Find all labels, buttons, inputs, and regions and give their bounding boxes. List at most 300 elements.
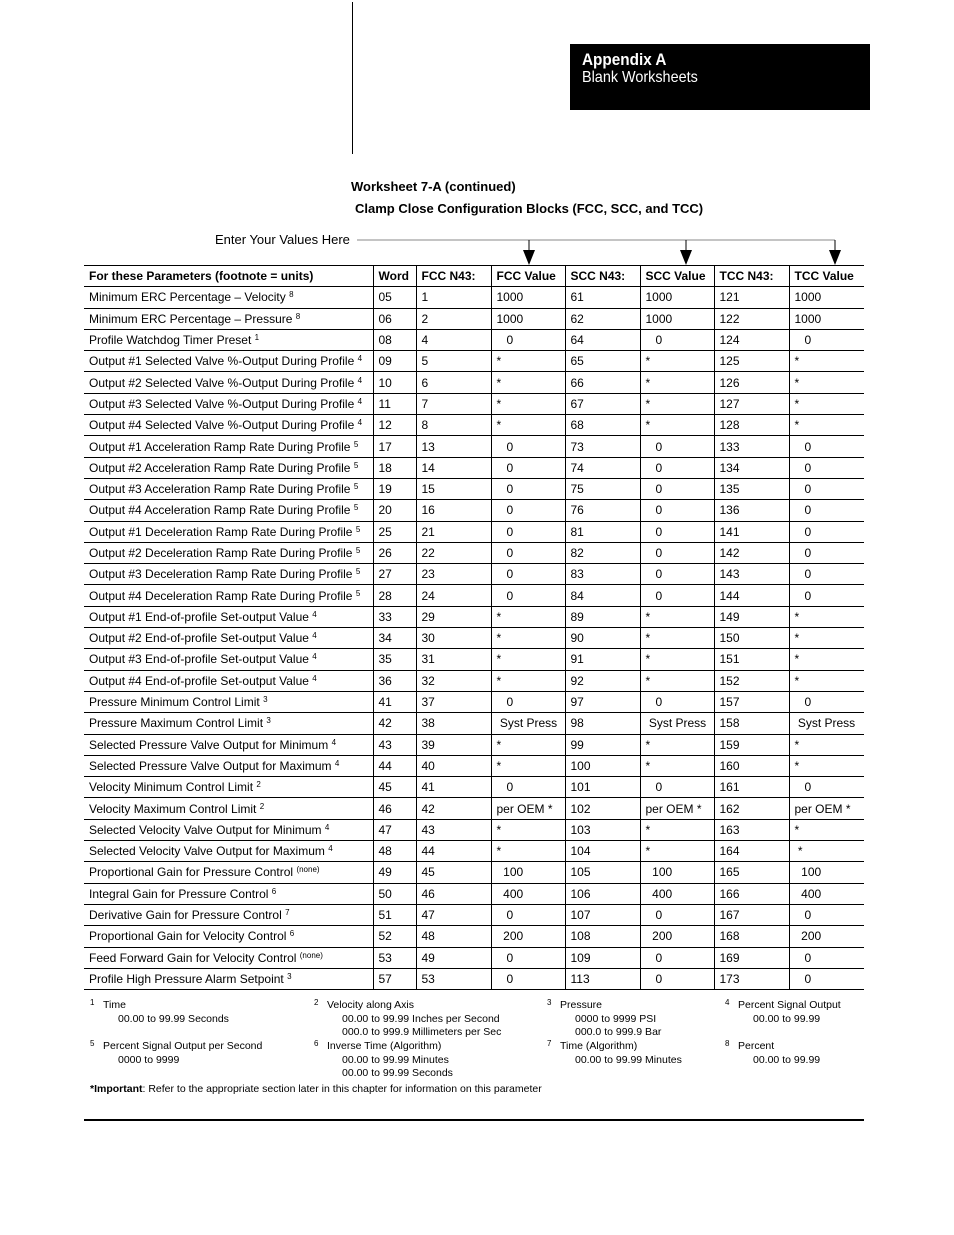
scc-value-cell[interactable]: 0: [640, 500, 714, 521]
fcc-value-cell[interactable]: 0: [491, 457, 565, 478]
parameter-label: Output #4 Acceleration Ramp Rate During Profile: [89, 503, 351, 518]
tcc-n43-cell: 149: [714, 606, 789, 627]
footnote-item: [314, 1040, 453, 1081]
table-row: [84, 606, 864, 627]
footnote-ref: 5: [353, 482, 359, 492]
word-cell: 44: [373, 755, 416, 776]
word-cell: 27: [373, 564, 416, 585]
table-row: [84, 819, 864, 840]
scc-value-cell[interactable]: *: [640, 755, 714, 776]
parameter-cell: [84, 649, 373, 670]
parameter-cell: [84, 521, 373, 542]
scc-n43-cell: 97: [565, 691, 640, 712]
tcc-value-cell[interactable]: *: [789, 351, 864, 372]
fcc-value-cell[interactable]: 1000: [491, 308, 565, 329]
tcc-value-cell[interactable]: 400: [789, 883, 864, 904]
footnote-title: Time (Algorithm): [560, 1040, 638, 1052]
fcc-value-cell[interactable]: 0: [491, 542, 565, 563]
footnote-number: 7: [547, 1039, 552, 1048]
table-row: [84, 542, 864, 563]
important-note: [90, 1083, 542, 1095]
word-cell: 17: [373, 436, 416, 457]
fcc-value-cell[interactable]: 0: [491, 436, 565, 457]
word-cell: 47: [373, 819, 416, 840]
col-header-word: Word: [373, 266, 416, 287]
word-cell: 09: [373, 351, 416, 372]
parameter-cell: [84, 777, 373, 798]
tcc-n43-cell: 159: [714, 734, 789, 755]
tcc-value-cell[interactable]: *: [789, 628, 864, 649]
footnote-ref: 7: [285, 908, 290, 918]
parameter-cell: [84, 713, 373, 734]
table-row: [84, 734, 864, 755]
word-cell: 08: [373, 329, 416, 350]
parameter-cell: [84, 372, 373, 393]
fcc-value-cell[interactable]: 200: [491, 926, 565, 947]
tcc-value-cell[interactable]: 1000: [789, 287, 864, 308]
parameter-cell: [84, 393, 373, 414]
word-cell: 34: [373, 628, 416, 649]
important-text: : Refer to the appropriate section later in this chapter for information on this parameter: [142, 1083, 542, 1095]
scc-value-cell[interactable]: 0: [640, 329, 714, 350]
scc-n43-cell: 100: [565, 755, 640, 776]
word-cell: 57: [373, 968, 416, 989]
footnote-ref: 6: [271, 886, 277, 896]
fcc-value-cell[interactable]: 0: [491, 564, 565, 585]
table-row: [84, 649, 864, 670]
footnote-item: [90, 1040, 262, 1067]
fcc-value-cell[interactable]: *: [491, 649, 565, 670]
parameter-label: Minimum ERC Percentage – Pressure: [89, 311, 293, 326]
parameter-cell: [84, 670, 373, 691]
tcc-value-cell[interactable]: 0: [789, 691, 864, 712]
fcc-n43-cell: 13: [416, 436, 491, 457]
footnote-number: 6: [314, 1039, 319, 1048]
tcc-n43-cell: 122: [714, 308, 789, 329]
scc-value-cell[interactable]: 0: [640, 478, 714, 499]
tcc-n43-cell: 136: [714, 500, 789, 521]
footnote-ref: 5: [353, 460, 359, 470]
fcc-n43-cell: 30: [416, 628, 491, 649]
parameter-label: Output #3 Selected Valve %-Output During Profile: [89, 396, 355, 411]
footnote-title: Velocity along Axis: [327, 999, 414, 1011]
tcc-n43-cell: 143: [714, 564, 789, 585]
footnote-ref: 8: [289, 290, 294, 300]
scc-n43-cell: 73: [565, 436, 640, 457]
value-arrows: [0, 0, 954, 270]
footnote-ref: 5: [355, 524, 361, 534]
table-row: [84, 947, 864, 968]
tcc-n43-cell: 134: [714, 457, 789, 478]
table-row: [84, 862, 864, 883]
fcc-n43-cell: 24: [416, 585, 491, 606]
footnote-ref: 4: [328, 844, 333, 854]
tcc-value-cell[interactable]: *: [789, 670, 864, 691]
footnote-item: [547, 999, 661, 1040]
parameter-label: Output #2 Selected Valve %-Output During Profile: [89, 375, 355, 390]
scc-value-cell[interactable]: *: [640, 628, 714, 649]
fcc-n43-cell: 42: [416, 798, 491, 819]
fcc-n43-cell: 21: [416, 521, 491, 542]
fcc-n43-cell: 2: [416, 308, 491, 329]
col-header-scc-n43: SCC N43:: [565, 266, 640, 287]
footnote-ref: 5: [355, 567, 361, 577]
scc-n43-cell: 89: [565, 606, 640, 627]
footnote-ref: 6: [289, 929, 295, 939]
tcc-value-cell[interactable]: Syst Press: [789, 713, 864, 734]
fcc-value-cell[interactable]: *: [491, 628, 565, 649]
parameter-label: Output #1 Deceleration Ramp Rate During Profile: [89, 524, 353, 539]
tcc-value-cell[interactable]: 0: [789, 904, 864, 925]
fcc-value-cell[interactable]: 0: [491, 585, 565, 606]
scc-value-cell[interactable]: *: [640, 670, 714, 691]
footnote-ref: 3: [287, 971, 292, 981]
scc-value-cell[interactable]: *: [640, 734, 714, 755]
parameter-label: Profile High Pressure Alarm Setpoint: [89, 971, 284, 986]
table-row: [84, 415, 864, 436]
parameter-cell: [84, 500, 373, 521]
tcc-value-cell[interactable]: 0: [789, 521, 864, 542]
scc-n43-cell: 82: [565, 542, 640, 563]
fcc-n43-cell: 39: [416, 734, 491, 755]
fcc-n43-cell: 29: [416, 606, 491, 627]
scc-value-cell[interactable]: *: [640, 351, 714, 372]
fcc-value-cell[interactable]: 0: [491, 947, 565, 968]
scc-n43-cell: 90: [565, 628, 640, 649]
fcc-value-cell[interactable]: 100: [491, 862, 565, 883]
fcc-n43-cell: 45: [416, 862, 491, 883]
fcc-value-cell[interactable]: *: [491, 841, 565, 862]
tcc-value-cell[interactable]: *: [789, 755, 864, 776]
word-cell: 50: [373, 883, 416, 904]
table-row: [84, 500, 864, 521]
scc-n43-cell: 75: [565, 478, 640, 499]
fcc-n43-cell: 46: [416, 883, 491, 904]
fcc-n43-cell: 22: [416, 542, 491, 563]
parameter-cell: [84, 947, 373, 968]
table-row: [84, 883, 864, 904]
tcc-value-cell[interactable]: 0: [789, 436, 864, 457]
footnote-item: [725, 999, 841, 1026]
footnote-ref: 3: [263, 695, 268, 705]
scc-value-cell[interactable]: *: [640, 819, 714, 840]
footnote-ref: (none): [296, 865, 320, 875]
tcc-value-cell[interactable]: *: [789, 393, 864, 414]
scc-value-cell[interactable]: 200: [640, 926, 714, 947]
scc-value-cell[interactable]: *: [640, 649, 714, 670]
parameter-cell: [84, 883, 373, 904]
tcc-value-cell[interactable]: 0: [789, 564, 864, 585]
fcc-n43-cell: 37: [416, 691, 491, 712]
footnote-ref: 4: [312, 631, 317, 641]
scc-n43-cell: 76: [565, 500, 640, 521]
table-row: [84, 926, 864, 947]
footnote-ref: 4: [357, 375, 363, 385]
fcc-value-cell[interactable]: per OEM *: [491, 798, 565, 819]
word-cell: 11: [373, 393, 416, 414]
table-row: [84, 798, 864, 819]
tcc-value-cell[interactable]: 1000: [789, 308, 864, 329]
tcc-n43-cell: 173: [714, 968, 789, 989]
table-row: [84, 628, 864, 649]
scc-value-cell[interactable]: 1000: [640, 287, 714, 308]
table-header-row: [84, 266, 864, 287]
table-row: [84, 713, 864, 734]
scc-value-cell[interactable]: *: [640, 841, 714, 862]
table-row: [84, 372, 864, 393]
tcc-value-cell[interactable]: 0: [789, 542, 864, 563]
scc-n43-cell: 106: [565, 883, 640, 904]
parameter-label: Velocity Maximum Control Limit: [89, 801, 257, 816]
scc-value-cell[interactable]: *: [640, 415, 714, 436]
tcc-n43-cell: 124: [714, 329, 789, 350]
scc-value-cell[interactable]: 0: [640, 585, 714, 606]
parameter-cell: [84, 436, 373, 457]
fcc-value-cell[interactable]: 0: [491, 968, 565, 989]
footnote-number: 8: [725, 1039, 730, 1048]
parameter-cell: [84, 968, 373, 989]
table-row: [84, 308, 864, 329]
scc-value-cell[interactable]: 0: [640, 564, 714, 585]
col-header-fcc-value: FCC Value: [491, 266, 565, 287]
scc-n43-cell: 84: [565, 585, 640, 606]
word-cell: 25: [373, 521, 416, 542]
scc-value-cell[interactable]: per OEM *: [640, 798, 714, 819]
parameter-label: Selected Velocity Valve Output for Minimum: [89, 822, 322, 837]
appendix-title: Appendix A: [582, 50, 667, 69]
fcc-n43-cell: 44: [416, 841, 491, 862]
scc-n43-cell: 74: [565, 457, 640, 478]
parameter-cell: [84, 798, 373, 819]
fcc-value-cell[interactable]: *: [491, 755, 565, 776]
tcc-value-cell[interactable]: *: [789, 606, 864, 627]
fcc-value-cell[interactable]: 0: [491, 777, 565, 798]
tcc-value-cell[interactable]: *: [789, 372, 864, 393]
parameter-cell: [84, 904, 373, 925]
col-header-scc-value: SCC Value: [640, 266, 714, 287]
scc-value-cell[interactable]: 0: [640, 691, 714, 712]
fcc-value-cell[interactable]: *: [491, 351, 565, 372]
tcc-n43-cell: 142: [714, 542, 789, 563]
scc-value-cell[interactable]: Syst Press: [640, 713, 714, 734]
footnote-ref: 2: [259, 801, 265, 811]
word-cell: 06: [373, 308, 416, 329]
fcc-value-cell[interactable]: *: [491, 670, 565, 691]
scc-n43-cell: 102: [565, 798, 640, 819]
tcc-value-cell[interactable]: 0: [789, 500, 864, 521]
fcc-value-cell[interactable]: *: [491, 606, 565, 627]
word-cell: 10: [373, 372, 416, 393]
word-cell: 52: [373, 926, 416, 947]
footnote-range: 00.00 to 99.99 Minutes: [342, 1053, 449, 1066]
tcc-value-cell[interactable]: *: [789, 819, 864, 840]
scc-value-cell[interactable]: 0: [640, 904, 714, 925]
fcc-value-cell[interactable]: 1000: [491, 287, 565, 308]
parameter-label: Integral Gain for Pressure Control: [89, 886, 269, 901]
scc-n43-cell: 103: [565, 819, 640, 840]
parameter-cell: [84, 542, 373, 563]
tcc-value-cell[interactable]: 0: [789, 457, 864, 478]
footnote-range: 00.00 to 99.99 Seconds: [342, 1067, 453, 1079]
footnote-number: 2: [314, 998, 319, 1007]
tcc-value-cell[interactable]: *: [789, 649, 864, 670]
scc-n43-cell: 61: [565, 287, 640, 308]
fcc-n43-cell: 7: [416, 393, 491, 414]
scc-n43-cell: 107: [565, 904, 640, 925]
arrow-down-icon: [523, 250, 535, 265]
fcc-value-cell[interactable]: Syst Press: [491, 713, 565, 734]
fcc-value-cell[interactable]: *: [491, 372, 565, 393]
scc-n43-cell: 91: [565, 649, 640, 670]
word-cell: 51: [373, 904, 416, 925]
footnote-range: 0000 to 9999: [118, 1053, 180, 1066]
parameter-cell: [84, 329, 373, 350]
tcc-value-cell[interactable]: *: [789, 415, 864, 436]
tcc-value-cell[interactable]: per OEM *: [789, 798, 864, 819]
scc-value-cell[interactable]: *: [640, 372, 714, 393]
tcc-value-cell[interactable]: 0: [789, 478, 864, 499]
scc-n43-cell: 98: [565, 713, 640, 734]
parameter-label: Output #1 Acceleration Ramp Rate During Profile: [89, 439, 351, 454]
footnote-ref: 5: [355, 588, 361, 598]
word-cell: 49: [373, 862, 416, 883]
scc-value-cell[interactable]: 0: [640, 542, 714, 563]
word-cell: 43: [373, 734, 416, 755]
parameter-cell: [84, 585, 373, 606]
scc-value-cell[interactable]: 100: [640, 862, 714, 883]
tcc-value-cell[interactable]: 0: [789, 329, 864, 350]
scc-n43-cell: 108: [565, 926, 640, 947]
scc-value-cell[interactable]: 0: [640, 436, 714, 457]
scc-n43-cell: 65: [565, 351, 640, 372]
fcc-value-cell[interactable]: 0: [491, 521, 565, 542]
fcc-n43-cell: 14: [416, 457, 491, 478]
tcc-n43-cell: 125: [714, 351, 789, 372]
scc-value-cell[interactable]: 0: [640, 521, 714, 542]
fcc-n43-cell: 15: [416, 478, 491, 499]
parameter-label: Minimum ERC Percentage – Velocity: [89, 290, 286, 305]
scc-n43-cell: 64: [565, 329, 640, 350]
tcc-value-cell[interactable]: 0: [789, 777, 864, 798]
scc-value-cell[interactable]: 400: [640, 883, 714, 904]
scc-value-cell[interactable]: 0: [640, 968, 714, 989]
tcc-value-cell[interactable]: *: [789, 734, 864, 755]
parameter-label: Pressure Maximum Control Limit: [89, 716, 264, 731]
tcc-value-cell[interactable]: 0: [789, 947, 864, 968]
scc-value-cell[interactable]: *: [640, 393, 714, 414]
parameter-cell: [84, 691, 373, 712]
scc-n43-cell: 83: [565, 564, 640, 585]
parameter-cell: [84, 628, 373, 649]
tcc-n43-cell: 163: [714, 819, 789, 840]
scc-value-cell[interactable]: 1000: [640, 308, 714, 329]
fcc-value-cell[interactable]: *: [491, 734, 565, 755]
footnote-range: 00.00 to 99.99: [753, 1053, 821, 1066]
tcc-n43-cell: 164: [714, 841, 789, 862]
parameter-cell: [84, 478, 373, 499]
tcc-n43-cell: 151: [714, 649, 789, 670]
scc-value-cell[interactable]: 0: [640, 777, 714, 798]
fcc-value-cell[interactable]: *: [491, 415, 565, 436]
table-row: [84, 564, 864, 585]
fcc-n43-cell: 38: [416, 713, 491, 734]
parameter-label: Selected Velocity Valve Output for Maximum: [89, 844, 325, 859]
tcc-value-cell[interactable]: 200: [789, 926, 864, 947]
tcc-n43-cell: 141: [714, 521, 789, 542]
scc-value-cell[interactable]: *: [640, 606, 714, 627]
tcc-value-cell[interactable]: *: [789, 841, 864, 862]
fcc-value-cell[interactable]: 0: [491, 691, 565, 712]
fcc-value-cell[interactable]: 400: [491, 883, 565, 904]
footnote-title: Percent Signal Output per Second: [103, 1040, 263, 1052]
table-row: [84, 478, 864, 499]
tcc-n43-cell: 165: [714, 862, 789, 883]
fcc-value-cell[interactable]: 0: [491, 500, 565, 521]
fcc-n43-cell: 8: [416, 415, 491, 436]
scc-value-cell[interactable]: 0: [640, 947, 714, 968]
scc-value-cell[interactable]: 0: [640, 457, 714, 478]
tcc-n43-cell: 150: [714, 628, 789, 649]
table-row: [84, 585, 864, 606]
tcc-value-cell[interactable]: 0: [789, 968, 864, 989]
tcc-n43-cell: 128: [714, 415, 789, 436]
parameter-label: Profile Watchdog Timer Preset: [89, 333, 252, 348]
tcc-n43-cell: 126: [714, 372, 789, 393]
word-cell: 05: [373, 287, 416, 308]
word-cell: 20: [373, 500, 416, 521]
parameter-label: Velocity Minimum Control Limit: [89, 780, 254, 795]
fcc-value-cell[interactable]: *: [491, 393, 565, 414]
parameter-label: Proportional Gain for Pressure Control: [89, 865, 294, 880]
fcc-value-cell[interactable]: 0: [491, 904, 565, 925]
table-row: [84, 968, 864, 989]
footnote-title: Inverse Time (Algorithm): [327, 1040, 442, 1052]
table-row: [84, 670, 864, 691]
footnote-ref: (none): [299, 950, 323, 960]
arrow-lines: [357, 240, 835, 262]
fcc-n43-cell: 49: [416, 947, 491, 968]
fcc-n43-cell: 43: [416, 819, 491, 840]
fcc-n43-cell: 16: [416, 500, 491, 521]
footnote-item: [725, 1040, 820, 1067]
parameter-label: Output #4 Deceleration Ramp Rate During Profile: [89, 588, 353, 603]
word-cell: 33: [373, 606, 416, 627]
table-row: [84, 351, 864, 372]
table-row: [84, 841, 864, 862]
footnote-range: 000.0 to 999.9 Bar: [575, 1026, 662, 1038]
fcc-n43-cell: 48: [416, 926, 491, 947]
tcc-value-cell[interactable]: 100: [789, 862, 864, 883]
worksheet-title: Worksheet 7-A (continued): [351, 179, 516, 194]
tcc-value-cell[interactable]: 0: [789, 585, 864, 606]
parameter-cell: [84, 308, 373, 329]
parameter-cell: [84, 819, 373, 840]
fcc-n43-cell: 31: [416, 649, 491, 670]
table-row: [84, 436, 864, 457]
parameter-label: Output #1 End-of-profile Set-output Value: [89, 609, 309, 624]
word-cell: 45: [373, 777, 416, 798]
footnote-ref: 4: [357, 418, 363, 428]
fcc-value-cell[interactable]: 0: [491, 329, 565, 350]
fcc-value-cell[interactable]: *: [491, 819, 565, 840]
word-cell: 36: [373, 670, 416, 691]
fcc-n43-cell: 53: [416, 968, 491, 989]
scc-n43-cell: 62: [565, 308, 640, 329]
parameter-label: Derivative Gain for Pressure Control: [89, 908, 282, 923]
appendix-subtitle: Blank Worksheets: [582, 69, 698, 86]
fcc-value-cell[interactable]: 0: [491, 478, 565, 499]
parameter-label: Output #2 Acceleration Ramp Rate During Profile: [89, 460, 351, 475]
